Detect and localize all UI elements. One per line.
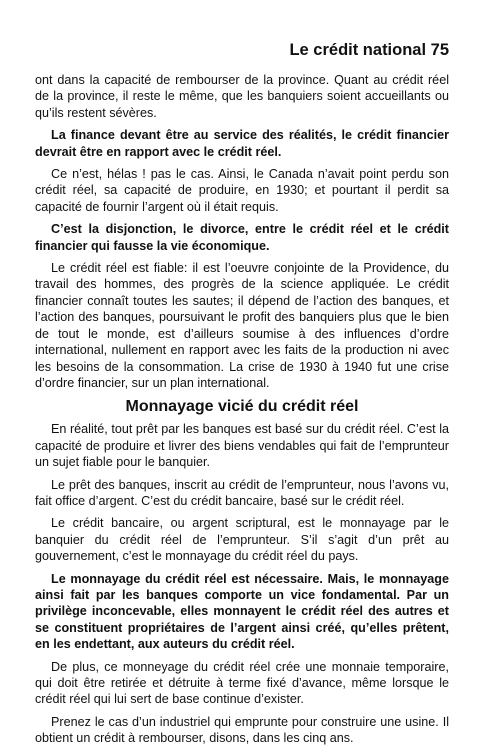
paragraph-bold-monnayage: Le monnayage du crédit réel est nécessaire. Mais, le monnayage ainsi fait par les banques comporte un vice fondamental. Par un privilège inconcevable, elles monnayent le crédit réel des autres et se constituent propriétaires de l’argent ainsi créé, qu’elles prêtent, en les endettant, aux auteurs du crédit réel. xyxy=(35,571,449,652)
paragraph-bold-disjonction: C’est la disjonction, le divorce, entre le crédit réel et le crédit financier qui fausse la vie économique. xyxy=(35,222,449,253)
paragraph-credit-reel: Le crédit réel est fiable: il est l’oeuvre conjointe de la Providence, du travail des hommes, des progrès de la science appliquée. Le crédit financier connaît toutes les sautes; il dépend de l’action des banques, et l’action des banques, poursuivant le profit des banquiers plus que le bien de tout le monde, est d’ailleurs soumise à des influences d’ordre international, nullement en rapport avec les faits de la production ni avec les besoins de la consommation. La crise de 1930 à 1940 fut une crise d’ordre financier, sur un plan international. xyxy=(35,261,449,390)
paragraph-industriel: Prenez le cas d’un industriel qui emprunte pour construire une usine. Il obtient un crédit à rembourser, disons, dans les cinq ans. xyxy=(35,714,449,746)
book-page xyxy=(35,40,449,753)
paragraph-continuation: ont dans la capacité de rembourser de la province. Quant au crédit réel de la province, il reste le même, que les banquiers soient accueillants ou qu’ils restent sévères. xyxy=(35,73,449,120)
paragraph-realite: En réalité, tout prêt par les banques est basé sur du crédit réel. C’est la capacité de produire et livrer des biens vendables qui fait de l’emprunteur un sujet fiable pour le banquier. xyxy=(35,422,449,470)
paragraph-canada: Ce n’est, hélas ! pas le cas. Ainsi, le Canada n’avait point perdu son crédit réel, sa capacité de produire, en 1930; et pourtant il perdit sa capacité de fournir l’argent où il était requis. xyxy=(35,167,449,214)
section-title: Monnayage vicié du crédit réel xyxy=(125,398,359,416)
paragraph-pret-banques: Le prêt des banques, inscrit au crédit de l’emprunteur, nous l’avons vu, fait office d’argent. C’est du crédit bancaire, basé sur le crédit réel. xyxy=(35,477,449,508)
paragraph-monnaie-temporaire: De plus, ce monneyage du crédit réel crée une monnaie temporaire, qui doit être retirée et détruite à terme fixé d’avance, même lorsque le crédit réel qui lui sert de base continue d’exister. xyxy=(35,659,449,707)
running-head: Le crédit national 75 xyxy=(289,41,449,59)
paragraph-bold-finance: La finance devant être au service des réalités, le crédit financier devrait être en rapport avec le crédit réel. xyxy=(35,128,449,159)
paragraph-credit-bancaire: Le crédit bancaire, ou argent scriptural, est le monnayage par le banquier du crédit réel de l’emprunteur. S’il s’agit d’un prêt au gouvernement, c’est le monnayage du crédit réel du pays. xyxy=(35,516,449,564)
